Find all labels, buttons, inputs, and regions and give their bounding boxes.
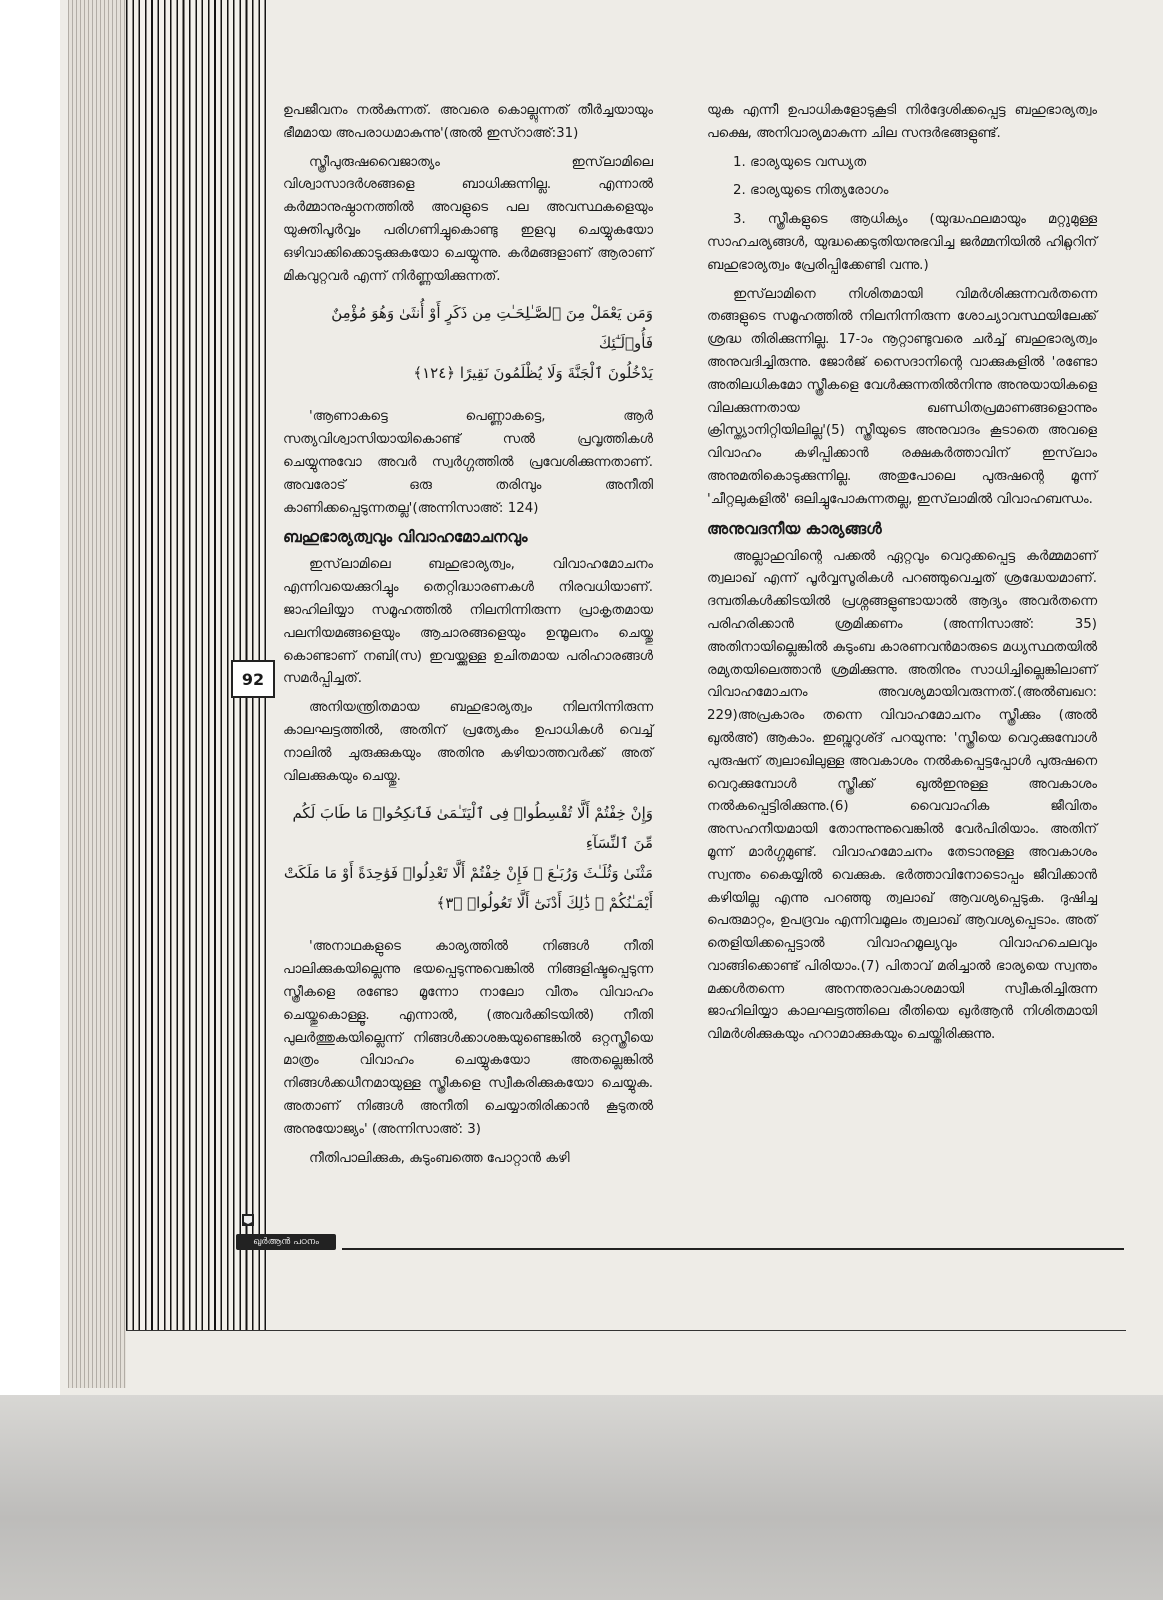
arabic-verse [283, 298, 653, 388]
paragraph: അനിയന്ത്രിതമായ ബഹുഭാര്യത്വം നിലനിന്നിരുന്ന കാലഘട്ടത്തിൽ, അതിന് പ്രത്യേകം ഉപാധികൾ വെച്ച് നാലിൽ ചുരുക്കുകയും അതിനു കഴിയാത്തവർക്ക് അത് വിലക്കുകയും ചെയ്തു. [283, 700, 653, 784]
arabic-line: مَثْنَىٰ وَثُلَـٰثَ وَرُبَـٰعَ ۖ فَإِنْ خِفْتُمْ أَلَّا تَعْدِلُوا۟ فَوَٰحِدَةً أَوْ مَا مَلَكَتْ [283, 864, 653, 883]
paragraph: നീതിപാലിക്കുക, കുടുംബത്തെ പോറ്റാൻ കഴി [309, 1150, 570, 1166]
arabic-line: أَيْمَـٰنُكُمْ ۚ ذَٰلِكَ أَدْنَىٰٓ أَلَّا تَعُولُوا۟ ﴿٣﴾ [436, 894, 653, 913]
arabic-line: وَإِنْ خِفْتُمْ أَلَّا تُقْسِطُوا۟ فِى ٱلْيَتَـٰمَىٰ فَٱنكِحُوا۟ مَا طَابَ لَكُم مِّنَ ٱلنِّسَآءِ [292, 804, 653, 853]
page-number: 92 [231, 660, 275, 698]
numbered-list [707, 152, 1097, 278]
right-column [707, 100, 1097, 1053]
footer-logo [236, 1212, 340, 1256]
footer-logo-text: ഖുർആൻ പഠനം [236, 1234, 336, 1250]
section-heading: ബഹുഭാര്യത്വവും വിവാഹമോചനവും [283, 528, 528, 547]
paragraph: യുക എന്നീ ഉപാധികളോടുകൂടി നിർദ്ദേശിക്കപ്പെട്ട ബഹുഭാര്യത്വം പക്ഷെ, അനിവാര്യമാകുന്ന ചില സന്ദർഭങ്ങളുണ്ട്. [707, 103, 1097, 141]
left-column [283, 100, 653, 1176]
arabic-line: وَمَن يَعْمَلْ مِنَ ٱلصَّـٰلِحَـٰتِ مِن ذَكَرٍ أَوْ أُنثَىٰ وَهُوَ مُؤْمِنٌ فَأُو۟لَـٰٓئِكَ [331, 304, 653, 353]
list-item: 1. ഭാര്യയുടെ വന്ധ്യത [733, 154, 867, 170]
paragraph: ഇസ്‌ലാമിനെ നിശിതമായി വിമർശിക്കുന്നവർതന്നെ തങ്ങളുടെ സമൂഹത്തിൽ നിലനിന്നിരുന്ന ശോച്യാവസ്ഥയിലേക്ക് ശ്രദ്ധ തിരിക്കുന്നില്ല. 17-ാം നൂറ്റാണ്ടുവരെ ചർച്ച് ബഹുഭാര്യത്വം അനുവദിച്ചിരുന്നു. ജോർജ് സൈദാനിന്റെ വാക്കുകളിൽ 'രണ്ടോ അതിലധികമോ സ്ത്രീകളെ വേൾക്കുന്നതിൽനിന്നു അനുയായികളെ വിലക്കുന്നതായ ഖണ്ഡിതപ്രമാണങ്ങളൊന്നും ക്രിസ്ത്യാനിറ്റിയിലില്ല'(5) സ്ത്രീയുടെ അനുവാദം കൂടാതെ അവളെ വിവാഹം കഴിപ്പിക്കാൻ രക്ഷകർത്താവിന് ഇസ്‌ലാം അനുമതികൊടുക്കുന്നില്ല. അതുപോലെ പുരുഷന്റെ മൂന്ന് 'ചീറ്റലുകളിൽ' ഒലിച്ചുപോകുന്നതല്ല, ഇസ്‌ലാമിൽ വിവാഹബന്ധം. [707, 286, 1097, 507]
list-item: 3. സ്ത്രീകളുടെ ആധിക്യം (യുദ്ധഫലമായും മറ്റുമുള്ള സാഹചര്യങ്ങൾ, യുദ്ധക്കെടുതിയനുഭവിച്ച ജർമ്മനിയിൽ ഹിറ്റ്ലറിന് ബഹുഭാര്യത്വം പ്രേരിപ്പിക്കേണ്ടി വന്നു.) [707, 212, 1097, 273]
page-stack-edge [68, 0, 126, 1388]
stripe-baseline [126, 1330, 1126, 1331]
paragraph: 'ആണാകട്ടെ പെണ്ണാകട്ടെ, ആർ സത്യവിശ്വാസിയായികൊണ്ട് സൽ പ്രവൃത്തികൾ ചെയ്യുന്നുവോ അവർ സ്വർഗ്ഗത്തിൽ പ്രവേശിക്കുന്നതാണ്. അവരോട് ഒരു തരിമ്പും അനീതി കാണിക്കപ്പെടുന്നതല്ല'(അന്നിസാഅ്: 124) [283, 409, 653, 516]
paragraph: ഉപജീവനം നൽകുന്നത്. അവരെ കൊല്ലുന്നത് തീർച്ചയായും ഭീമമായ അപരാധമാകുന്നു'(അൽ ഇസ്റാഅ്:31) [283, 103, 653, 141]
paragraph: അല്ലാഹുവിന്റെ പക്കൽ ഏറ്റവും വെറുക്കപ്പെട്ട കർമ്മമാണ് ത്വലാഖ് എന്ന് പൂർവ്വസൂരികൾ പറഞ്ഞുവെച്ചത് ശ്രദ്ധേയമാണ്. ദമ്പതികൾക്കിടയിൽ പ്രശ്നങ്ങളുണ്ടായാൽ ആദ്യം അവർതന്നെ പരിഹരിക്കാൻ ശ്രമിക്കണം (അന്നിസാഅ്: 35) അതിനായില്ലെങ്കിൽ കുടുംബ കാരണവൻമാരുടെ മധ്യസ്ഥതയിൽ രമ്യതയിലെത്താൻ ശ്രമിക്കുന്നു. അതിനും സാധിച്ചില്ലെങ്കിലാണ് വിവാഹമോചനം അവശ്യമായിവരുന്നത്.(അൽബഖറ: 229)അപ്രകാരം തന്നെ വിവാഹമോചനം സ്ത്രീക്കും (അൽ ഖുൽഅ്) ആകാം. ഇബ്നുറുശ്ദ് പറയുന്നു: 'സ്ത്രീയെ വെറുക്കുമ്പോൾ പുരുഷന് ത്വലാഖിലുള്ള അവകാശം നൽകപ്പെട്ടപ്പോൾ പുരുഷനെ വെറുക്കുമ്പോൾ സ്ത്രീക്ക് ഖുൽഇനുള്ള അവകാശം നൽകപ്പെട്ടിരിക്കുന്നു.(6) വൈവാഹിക ജീവിതം അസഹനീയമായി തോന്നുന്നുവെങ്കിൽ വേർപിരിയാം. അതിന് മൂന്ന് മാർഗ്ഗമുണ്ട്. വിവാഹമോചനം തേടാനുള്ള അവകാശം സ്വന്തം കൈയ്യിൽ വെക്കുക. ഭർത്താവിനോടൊപ്പം ജീവിക്കാൻ കഴിയില്ല എന്നു പറഞ്ഞു ത്വലാഖ് ആവശ്യപ്പെടുക. ദുഷിച്ച പെരുമാറ്റം, ഉപദ്രവം എന്നിവമൂലം ത്വലാഖ് ആവശ്യപ്പെടാം. അത് തെളിയിക്കപ്പെട്ടാൽ വിവാഹമൂല്യവും വിവാഹചെലവും വാങ്ങിക്കൊണ്ട് പിരിയാം.(7) പിതാവ് മരിച്ചാൽ ഭാര്യയെ സ്വന്തം മക്കൾതന്നെ അനന്തരാവകാശമായി സ്വീകരിച്ചിരുന്ന ജാഹിലിയ്യാ കാലഘട്ടത്തിലെ രീതിയെ ഖുർആൻ നിശിതമായി വിമർശിക്കുകയും ഹറാമാക്കുകയും ചെയ്തിരിക്കുന്നു. [707, 548, 1097, 1043]
scanner-shadow [0, 1395, 1163, 1600]
paragraph: 'അനാഥകളുടെ കാര്യത്തിൽ നിങ്ങൾ നീതി പാലിക്കുകയില്ലെന്നു ഭയപ്പെടുന്നുവെങ്കിൽ നിങ്ങളിഷ്ടപ്പെടുന്ന സ്ത്രീകളെ രണ്ടോ മൂന്നോ നാലോ വീതം വിവാഹം ചെയ്തുകൊള്ളൂ. എന്നാൽ, (അവർക്കിടയിൽ) നീതി പുലർത്തുകയില്ലെന്ന് നിങ്ങൾക്കാശങ്കയുണ്ടെങ്കിൽ ഒറ്റസ്ത്രീയെ മാത്രം വിവാഹം ചെയ്യുകയോ അതല്ലെങ്കിൽ നിങ്ങൾക്കധീനമായുള്ള സ്ത്രീകളെ സ്വീകരിക്കുകയോ ചെയ്യുക. അതാണ് നിങ്ങൾ അനീതി ചെയ്യാതിരിക്കാൻ കൂടുതൽ അനുയോജ്യം' (അന്നിസാഅ്: 3) [283, 939, 653, 1137]
bookmark-icon [240, 1212, 256, 1228]
list-item: 2. ഭാര്യയുടെ നിത്യരോഗം [733, 183, 889, 199]
paragraph: സ്ത്രീപുരുഷവൈജാത്യം ഇസ്‌ലാമിലെ വിശ്വാസാദർശങ്ങളെ ബാധിക്കുന്നില്ല. എന്നാൽ കർമ്മാനുഷ്ഠാനത്തിൽ അവളുടെ പല അവസ്ഥകളെയും യുക്തിപൂർവ്വം പരിഗണിച്ചുകൊണ്ടു ഇളവു ചെയ്യുകയോ ഒഴിവാക്കിക്കൊടുക്കുകയോ ചെയ്യുന്നു. കർമങ്ങളാണ് ആരാണ് മികവുറ്റവർ എന്ന് നിർണ്ണയിക്കുന്നത്. [283, 154, 653, 284]
footer-rule [342, 1248, 1124, 1250]
arabic-line: يَدْخُلُونَ ٱلْجَنَّةَ وَلَا يُظْلَمُونَ نَقِيرًا ﴿١٢٤﴾ [413, 364, 653, 383]
paragraph: ഇസ്‌ലാമിലെ ബഹുഭാര്യത്വം, വിവാഹമോചനം എന്നിവയെക്കുറിച്ചും തെറ്റിദ്ധാരണകൾ നിരവധിയാണ്. ജാഹിലിയ്യാ സമൂഹത്തിൽ നിലനിന്നിരുന്ന പ്രാകൃതമായ പലനിയമങ്ങളെയും ആചാരങ്ങളെയും ഉന്മൂലനം ചെയ്തു കൊണ്ടാണ് നബി(സ) ഇവയ്ക്കുള്ള ഉചിതമായ പരിഹാരങ്ങൾ സമർപ്പിച്ചത്. [283, 557, 653, 687]
section-heading: അനുവദനീയ കാര്യങ്ങൾ [707, 519, 882, 538]
arabic-verse [283, 798, 653, 918]
